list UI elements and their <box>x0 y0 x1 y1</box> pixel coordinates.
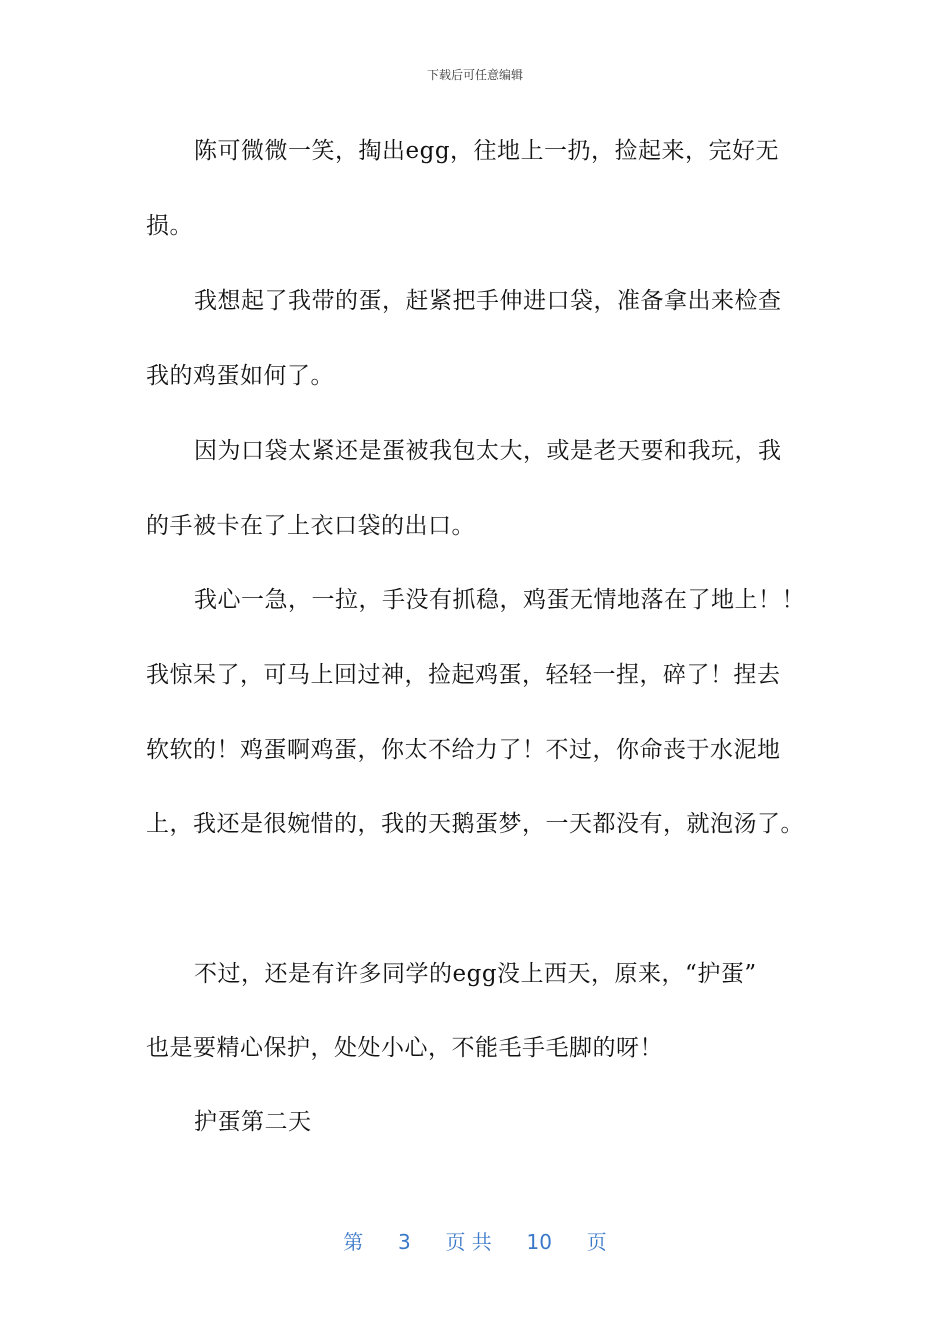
paragraph-line: 我惊呆了，可马上回过神，捡起鸡蛋，轻轻一捏，碎了！捏去 <box>146 662 781 688</box>
footer-suffix: 页 <box>586 1230 607 1254</box>
paragraph-line: 我心一急，一拉，手没有抓稳，鸡蛋无情地落在了地上！！ <box>194 587 805 613</box>
current-page-number: 3 <box>398 1230 411 1254</box>
section-heading: 护蛋第二天 <box>194 1109 312 1135</box>
paragraph-line: 也是要精心保护，处处小心，不能毛手毛脚的呀！ <box>146 1035 663 1061</box>
paragraph-line: 陈可微微一笑，掏出egg，往地上一扔，捡起来，完好无 <box>194 138 780 164</box>
page-footer <box>0 1226 950 1255</box>
footer-middle: 页 共 <box>445 1230 492 1254</box>
paragraph-line: 损。 <box>146 213 193 239</box>
paragraph-line: 的手被卡在了上衣口袋的出口。 <box>146 513 475 539</box>
total-pages-number: 10 <box>526 1230 552 1254</box>
paragraph-line: 我的鸡蛋如何了。 <box>146 363 334 389</box>
paragraph-line: 我想起了我带的蛋，赶紧把手伸进口袋，准备拿出来检查 <box>194 288 782 314</box>
paragraph-line: 上，我还是很婉惜的，我的天鹅蛋梦，一天都没有，就泡汤了。 <box>146 811 804 837</box>
paragraph-line: 软软的！鸡蛋啊鸡蛋，你太不给力了！不过，你命丧于水泥地 <box>146 737 781 763</box>
page-header-note: 下载后可任意编辑 <box>426 68 523 82</box>
footer-prefix: 第 <box>343 1230 364 1254</box>
paragraph-line: 不过，还是有许多同学的egg没上西天，原来，“护蛋” <box>194 961 757 987</box>
paragraph-line: 因为口袋太紧还是蛋被我包太大，或是老天要和我玩，我 <box>194 438 782 464</box>
